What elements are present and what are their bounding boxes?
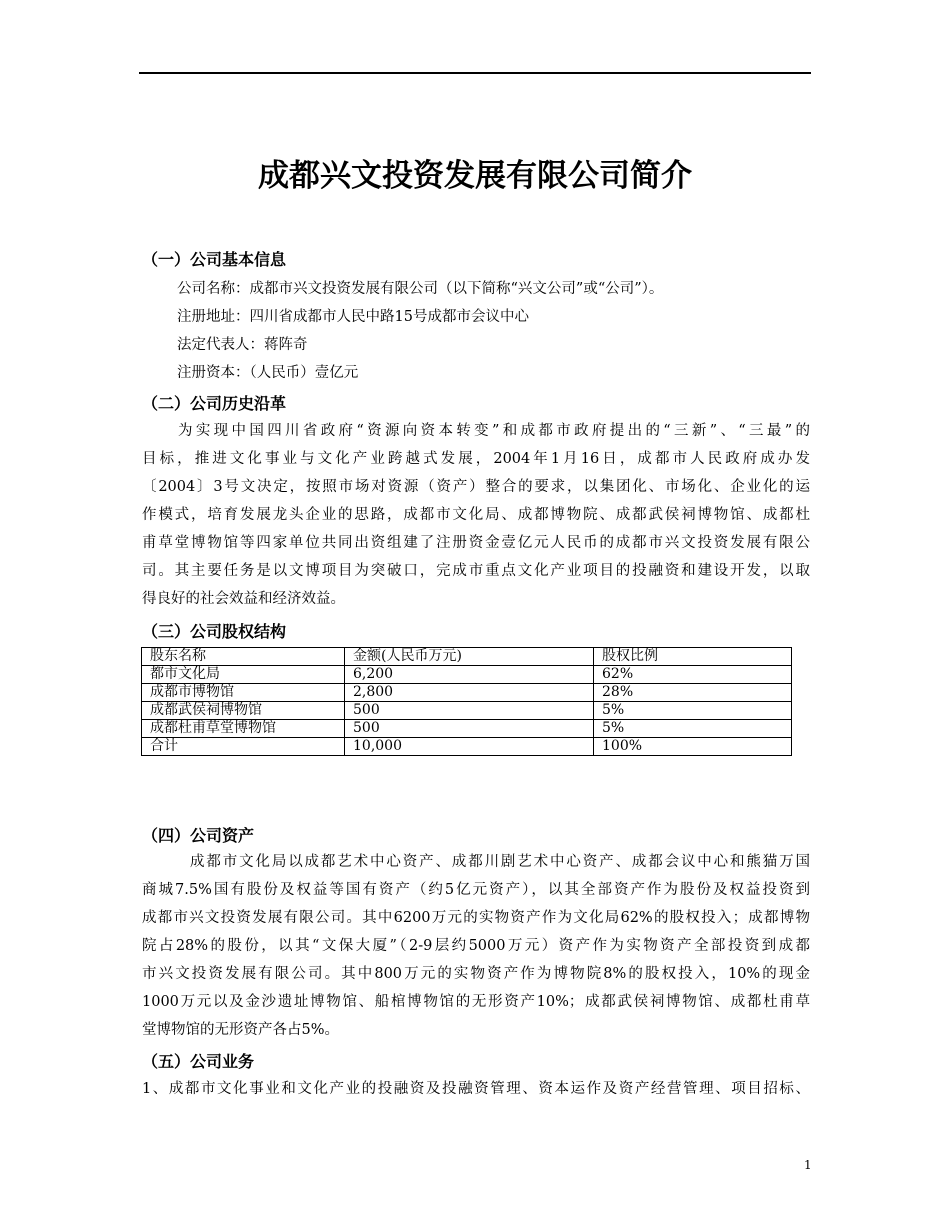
table-cell: 10,000: [345, 738, 594, 756]
paragraph-line: 1000万元以及金沙遗址博物馆、船棺博物馆的无形资产10%；成都武侯祠博物馆、成都杜甫草: [142, 994, 810, 1010]
paragraph-line: 商城7.5%国有股份及权益等国有资产（约5亿元资产），以其全部资产作为股份及权益投资到: [142, 882, 810, 898]
paragraph-line: 1、成都市文化事业和文化产业的投融资及投融资管理、资本运作及资产经营管理、项目招标、: [142, 1081, 810, 1097]
page-number: 1: [804, 1158, 812, 1172]
table-cell: 500: [345, 702, 594, 720]
table-cell: 成都武侯祠博物馆: [142, 702, 345, 720]
company-name-line: 公司名称：成都市兴文投资发展有限公司（以下简称“兴文公司”或“公司”）。: [177, 281, 664, 297]
paragraph-line: 成都市文化局以成都艺术中心资产、成都川剧艺术中心资产、成都会议中心和熊猫万国: [190, 854, 810, 870]
business-paragraph: [142, 1075, 810, 1103]
table-cell: 6,200: [345, 666, 594, 684]
table-header-cell: 股东名称: [142, 648, 345, 666]
paragraph-line: 为实现中国四川省政府“资源向资本转变”和成都市政府提出的“三新”、“三最”的: [178, 423, 810, 439]
table-cell: 成都市博物馆: [142, 684, 345, 702]
section-heading-basic-info: （一）公司基本信息: [142, 250, 287, 269]
section-heading-equity: （三）公司股权结构: [142, 622, 287, 641]
document-title: 成都兴文投资发展有限公司简介: [258, 158, 692, 194]
table-row: [142, 666, 792, 684]
table-row: [142, 738, 792, 756]
table-cell: 5%: [594, 720, 792, 738]
history-paragraph: [142, 417, 810, 613]
paragraph-line: 目标，推进文化事业与文化产业跨越式发展，2004年1月16日，成都市人民政府成办发: [142, 451, 810, 467]
table-cell: 成都杜甫草堂博物馆: [142, 720, 345, 738]
table-cell: 合计: [142, 738, 345, 756]
paragraph-line: 〔2004〕3号文决定，按照市场对资源（资产）整合的要求，以集团化、市场化、企业化的运: [142, 479, 810, 495]
table-row: [142, 720, 792, 738]
equity-table: [141, 647, 792, 756]
paragraph-line: 得良好的社会效益和经济效益。: [142, 591, 345, 607]
paragraph-line: 市兴文投资发展有限公司。其中800万元的实物资产作为博物院8%的股权投入，10%的现金: [142, 966, 810, 982]
table-cell: 5%: [594, 702, 792, 720]
paragraph-line: 作模式，培育发展龙头企业的思路，成都市文化局、成都博物院、成都武侯祠博物馆、成都杜: [142, 507, 810, 523]
header-rule: [139, 72, 811, 74]
assets-paragraph: [142, 848, 810, 1044]
address-line: 注册地址：四川省成都市人民中路15号成都市会议中心: [177, 309, 529, 325]
table-cell: 500: [345, 720, 594, 738]
legal-rep-line: 法定代表人：蒋阵奇: [177, 337, 308, 353]
table-header-cell: 金额(人民币万元): [345, 648, 594, 666]
paragraph-line: 堂博物馆的无形资产各占5%。: [142, 1022, 340, 1038]
paragraph-line: 成都市兴文投资发展有限公司。其中6200万元的实物资产作为文化局62%的股权投入；成都博物: [142, 910, 810, 926]
table-cell: 62%: [594, 666, 792, 684]
table-cell: 都市文化局: [142, 666, 345, 684]
table-header-cell: 股权比例: [594, 648, 792, 666]
table-row: [142, 702, 792, 720]
table-cell: 28%: [594, 684, 792, 702]
table-header-row: [142, 648, 792, 666]
section-heading-history: （二）公司历史沿革: [142, 394, 287, 413]
paragraph-line: 司。其主要任务是以文博项目为突破口，完成市重点文化产业项目的投融资和建设开发，以取: [142, 563, 810, 579]
paragraph-line: 院占28%的股份，以其“文保大厦”（2-9层约5000万元）资产作为实物资产全部投资到成都: [142, 938, 810, 954]
table-row: [142, 684, 792, 702]
section-heading-assets: （四）公司资产: [142, 826, 255, 845]
table-cell: 2,800: [345, 684, 594, 702]
paragraph-line: 甫草堂博物馆等四家单位共同出资组建了注册资金壹亿元人民币的成都市兴文投资发展有限公: [142, 535, 810, 551]
capital-line: 注册资本：（人民币）壹亿元: [177, 365, 359, 381]
section-heading-business: （五）公司业务: [142, 1052, 255, 1071]
table-cell: 100%: [594, 738, 792, 756]
